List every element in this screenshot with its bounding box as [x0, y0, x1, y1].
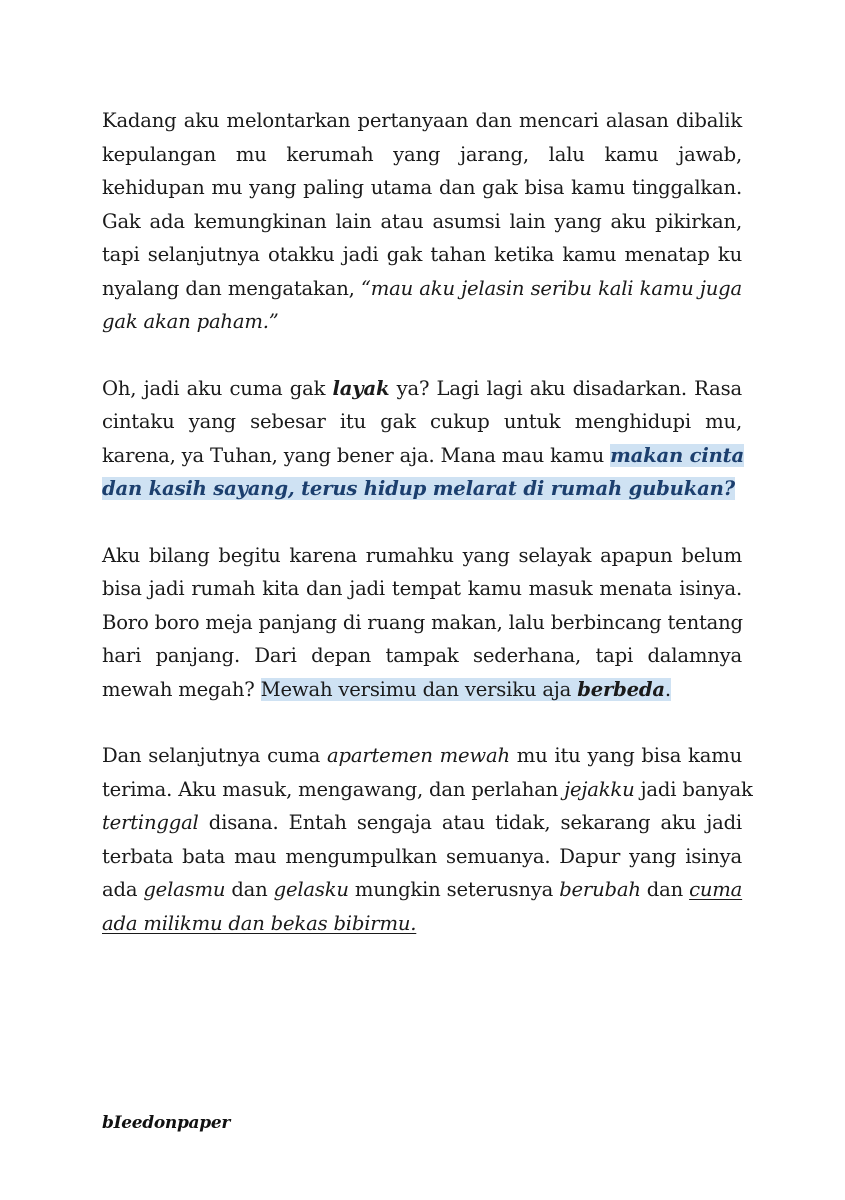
italic-text: apartemen mewah: [327, 744, 510, 767]
text-line: terbata bata mau mengumpulkan semuanya. Dapur yang isinya: [102, 844, 742, 868]
italic-text: berubah: [559, 878, 641, 901]
text-line: [102, 673, 742, 707]
text-run: terima. Aku masuk, mengawang, dan perlahan: [102, 777, 565, 801]
text-line: tapi selanjutnya otakku jadi gak tahan ketika kamu menatap ku: [102, 243, 742, 266]
text-line: [102, 907, 742, 941]
text-line: [102, 806, 742, 840]
text-run: mungkin seterusnya: [348, 878, 560, 901]
text-run: Dan selanjutnya cuma: [102, 744, 328, 767]
italic-text: jejakku: [564, 777, 635, 801]
text-run: mewah megah?: [102, 677, 261, 701]
italic-text: tertinggal: [102, 811, 199, 834]
author-signature: bIeedonpaper: [102, 1113, 231, 1133]
text-line: [102, 372, 742, 406]
highlighted-text: makan cinta: [610, 443, 745, 467]
text-line: kepulangan mu kerumah yang jarang, lalu kamu jawab,: [102, 142, 742, 166]
text-line: Gak ada kemungkinan lain atau asumsi lain yang aku pikirkan,: [102, 209, 742, 233]
text-line: kehidupan mu yang paling utama dan gak bisa kamu tinggalkan.: [102, 176, 742, 199]
quote-text: “mau aku jelasin seribu kali kamu juga: [360, 276, 742, 300]
text-line: [102, 472, 742, 506]
text-line: [102, 773, 753, 807]
underlined-text: ada milikmu dan bekas bibirmu.: [102, 911, 417, 935]
text-run: jadi banyak: [634, 777, 753, 801]
highlighted-text: [261, 678, 671, 701]
text-run: ada: [102, 878, 144, 901]
text-line: hari panjang. Dari depan tampak sederhana, tapi dalamnya: [102, 644, 742, 667]
text-line: Boro boro meja panjang di ruang makan, lalu berbincang tentang: [102, 610, 743, 634]
underlined-text: cuma: [689, 878, 743, 901]
text-line: [102, 272, 742, 306]
text-line: [102, 305, 742, 339]
italic-text: gelasku: [273, 878, 349, 901]
emphasis-text: berbeda: [577, 677, 665, 701]
text-run: dan: [225, 878, 274, 901]
text-run: nyalang dan mengatakan,: [102, 276, 361, 300]
paragraph-4: [102, 739, 753, 940]
text-run: disana. Entah sengaja atau tidak, sekarang aku jadi: [198, 811, 742, 834]
text-run: karena, ya Tuhan, yang bener aja. Mana mau kamu: [102, 443, 611, 467]
paragraph-2: [102, 372, 745, 506]
document-body: [102, 104, 753, 940]
text-line: Aku bilang begitu karena rumahku yang selayak apapun belum: [102, 543, 742, 567]
highlighted-text: dan kasih sayang, terus hidup melarat di rumah gubukan?: [102, 477, 735, 500]
quote-text: gak akan paham.”: [102, 310, 279, 333]
text-run: .: [664, 677, 671, 701]
text-run: ya? Lagi lagi aku disadarkan. Rasa: [389, 376, 742, 400]
italic-text: gelasmu: [143, 878, 226, 901]
text-run: dan: [640, 878, 690, 901]
text-line: bisa jadi rumah kita dan jadi tempat kamu masuk menata isinya.: [102, 577, 742, 600]
text-run: mu itu yang bisa kamu: [509, 744, 742, 767]
text-line: [102, 739, 742, 773]
paragraph-1: [102, 104, 742, 339]
emphasis-text: layak: [332, 376, 390, 400]
text-line: Kadang aku melontarkan pertanyaan dan mencari alasan dibalik: [102, 109, 742, 132]
text-line: [102, 439, 745, 473]
text-line: cintaku yang sebesar itu gak cukup untuk menghidupi mu,: [102, 410, 742, 433]
text-run: Mewah versimu dan versiku aja: [260, 677, 578, 701]
paragraph-3: [102, 539, 742, 707]
text-line: [102, 873, 742, 907]
text-run: Oh, jadi aku cuma gak: [102, 376, 333, 400]
